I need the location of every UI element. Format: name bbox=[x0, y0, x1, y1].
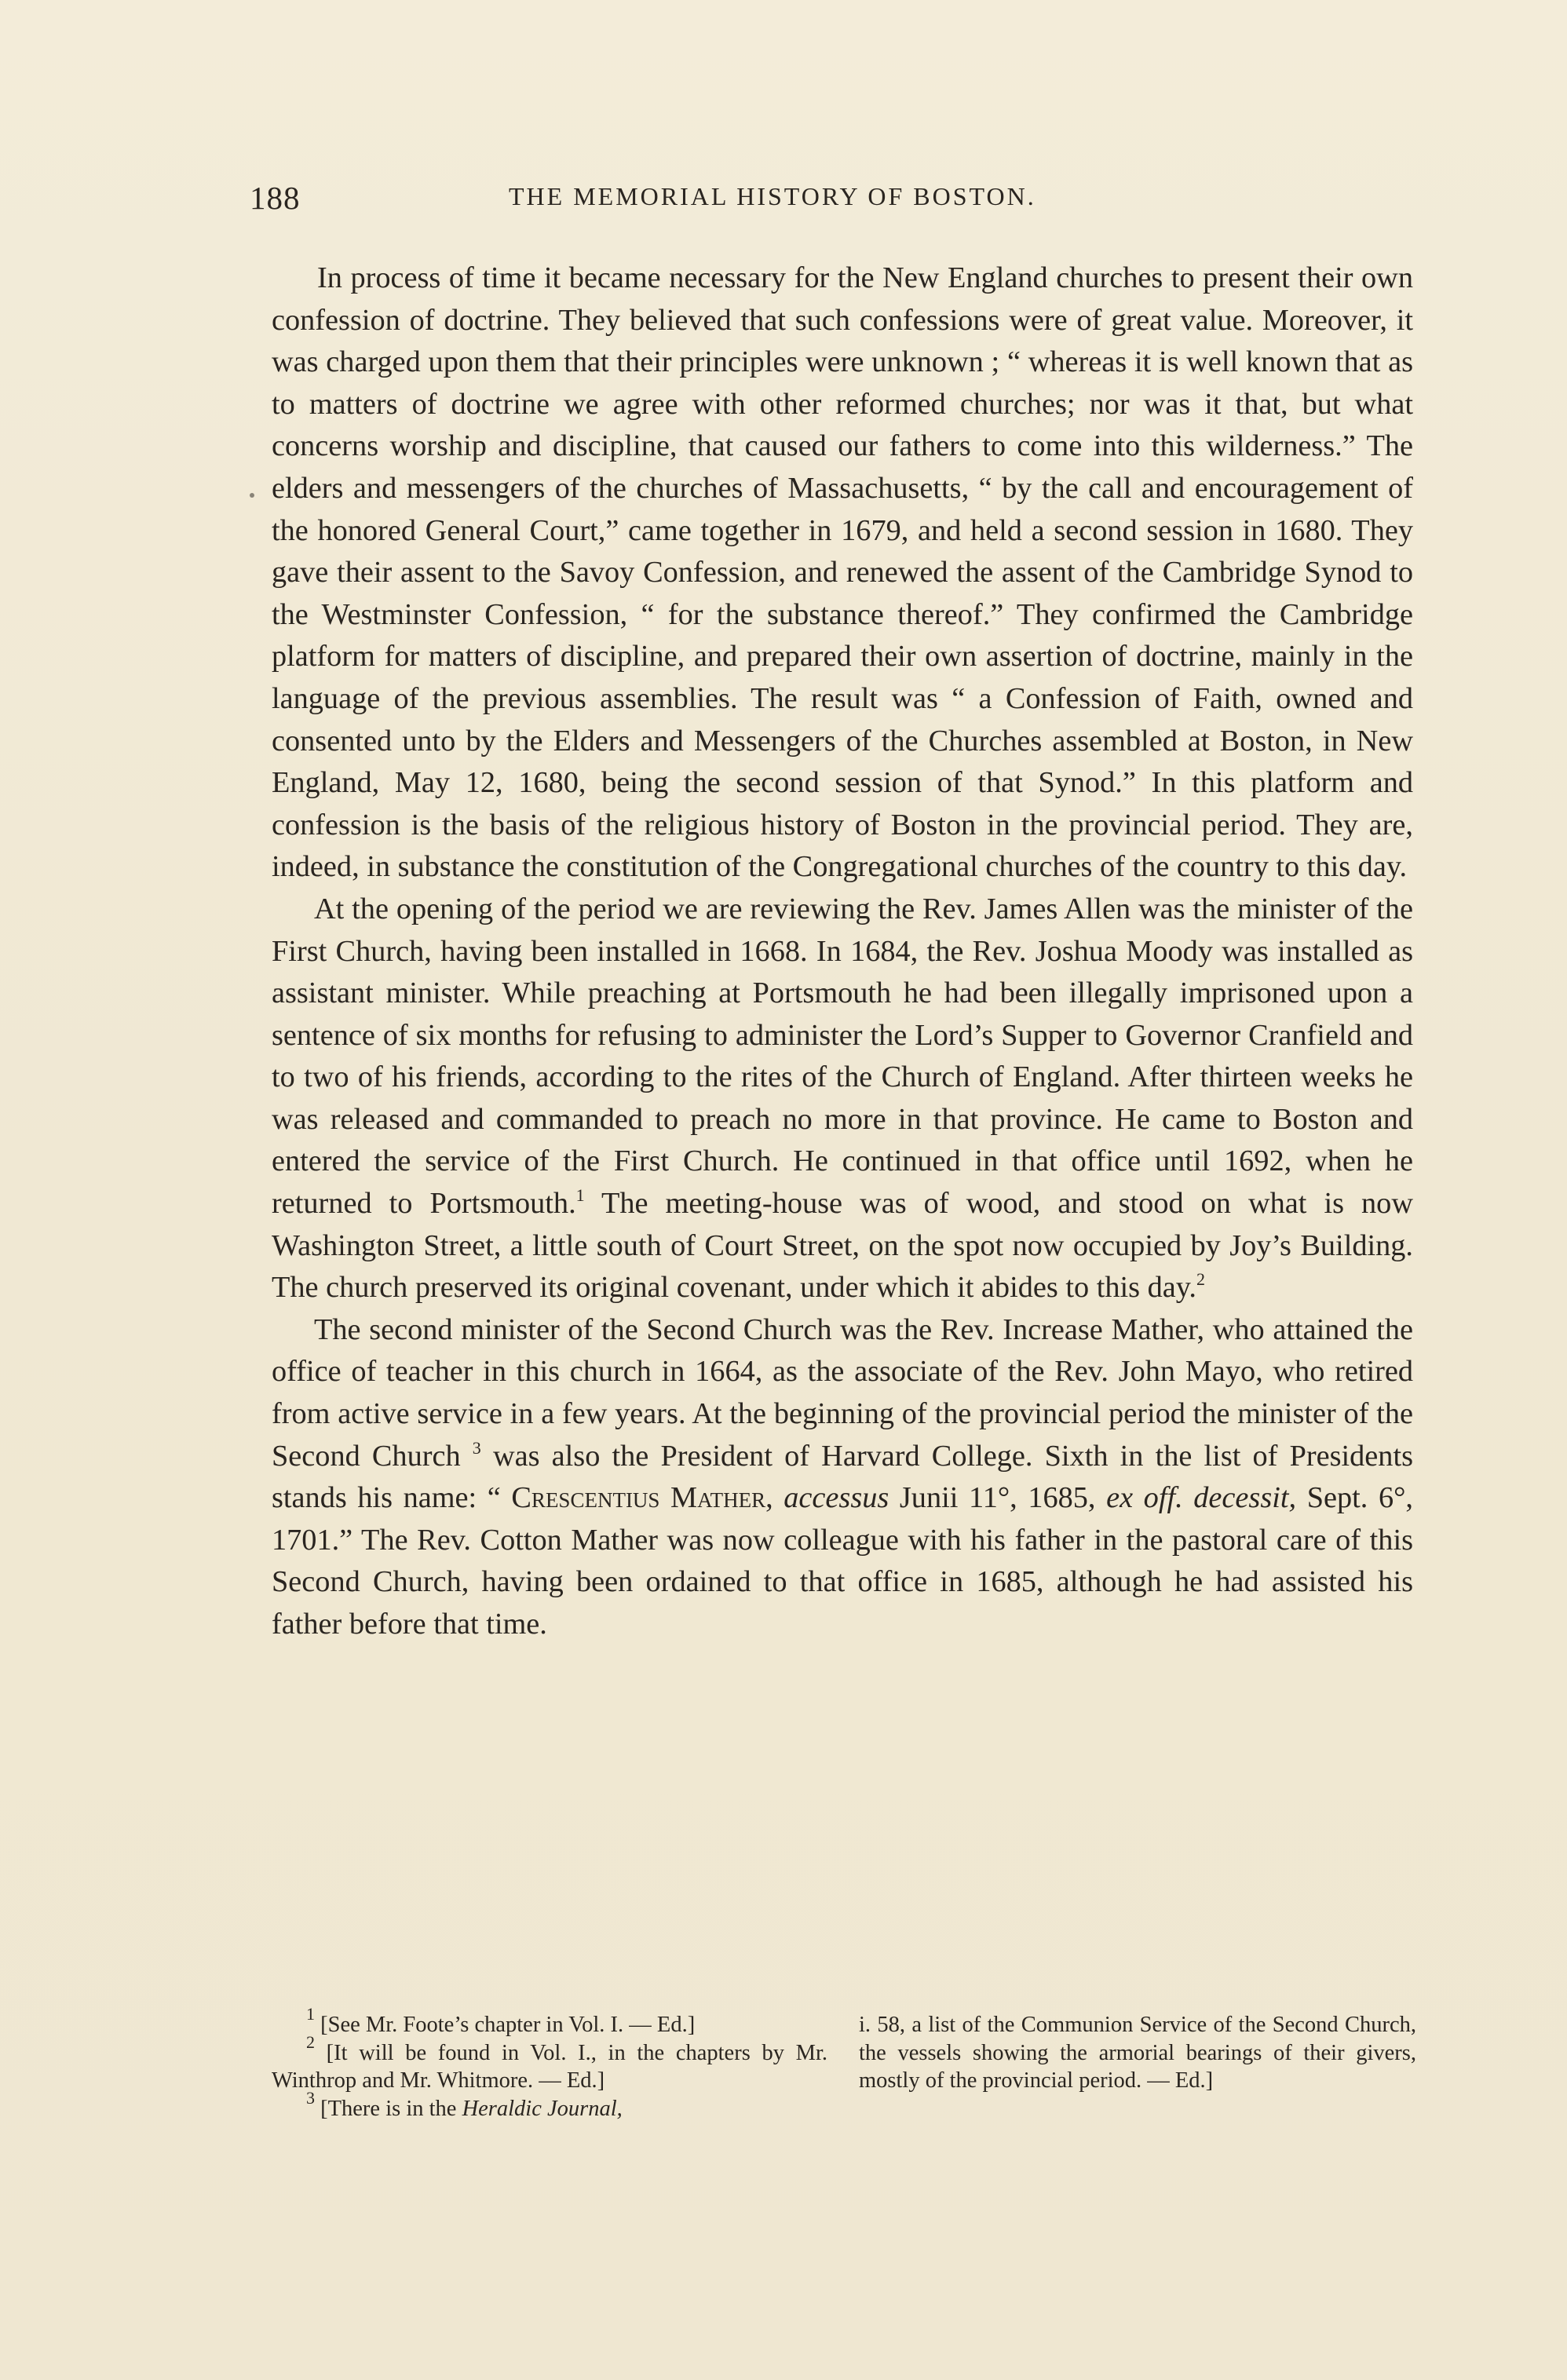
paragraph-confession: In process of time it became necessary for the New England churches to present their own confession of doctrine. They believed that such confessions were of great value. Moreover, it was charged upon them that their principles were unknown ; “ whereas it is well known that as to matters of doctrine we agree with other reformed churches; nor was it that, but what concerns worship and discipline, that caused our fathers to come into this wilderness.” The elders and messengers of the churches of Massachusetts, “ by the call and encouragement of the honored General Court,” came together in 1679, and held a second session in 1680. They gave their assent to the Savoy Confession, and renewed the assent of the Cambridge Synod to the Westminster Confession, “ for the substance thereof.” They confirmed the Cambridge platform for matters of discipline, and prepared their own assertion of doctrine, mainly in the language of the previous assemblies. The result was “ a Confession of Faith, owned and consented unto by the Elders and Messengers of the Churches assembled at Boston, in New England, May 12, 1680, being the second session of that Synod.” In this platform and confession is the basis of the religious history of Boston in the provincial period. They are, indeed, in substance the constitution of the Congregational churches of the country to this day. bbox=[272, 261, 1413, 884]
footnotes-left-column bbox=[272, 2004, 827, 2123]
running-title: THE MEMORIAL HISTORY OF BOSTON. bbox=[509, 182, 1036, 210]
footnote-2-number: 2 bbox=[306, 2031, 315, 2052]
footnote-3-number: 3 bbox=[306, 2087, 315, 2108]
footnote-1-number: 1 bbox=[306, 2004, 315, 2024]
paragraph-first-church bbox=[272, 889, 1413, 1309]
footnote-1 bbox=[272, 2004, 827, 2039]
footnotes-right-column bbox=[859, 2011, 1416, 2095]
accession-date: Junii 11°, 1685, bbox=[889, 1481, 1107, 1515]
latin-accessus: accessus bbox=[784, 1481, 889, 1515]
footnote-ref-1[interactable]: 1 bbox=[575, 1185, 585, 1206]
footnote-2-text: [It will be found in Vol. I., in the chapters by Mr. Winthrop and Mr. Whitmore. — Ed.] bbox=[272, 2040, 827, 2093]
paragraph-second-church-text: The second minister of the Second Church was the Rev. Increase Mather, who attained the office of teacher in this church in 1664, as the associate of the Rev. John Mayo, who retired from active service in a few years. At the beginning of the provincial period the minister of the Second Church bbox=[272, 1312, 1413, 1473]
footnote-2 bbox=[272, 2031, 827, 2095]
paragraph-first-church-text: At the opening of the period we are reviewing the Rev. James Allen was the minister of the First Church, having been installed in 1668. In 1684, the Rev. Joshua Moody was installed as assistant minister. While preaching at Portsmouth he had been illegally imprisoned upon a sentence of six months for refusing to administer the Lord’s Supper to Governor Cranfield and to two of his friends, according to the rites of the Church of England. After thirteen weeks he was released and commanded to preach no more in that province. He came to Boston and entered the service of the First Church. He continued in that office until 1692, when he returned to Portsmouth. bbox=[272, 892, 1413, 1221]
paragraph-second-church bbox=[272, 1309, 1413, 1646]
main-text bbox=[272, 257, 1413, 1646]
paragraph-second-church-text-cont: was also the President of Harvard College. Sixth in the list of Presidents stands his name: “ bbox=[272, 1439, 1413, 1515]
paragraph-first-church-text-cont: The meeting-house was of wood, and stood on what is now Washington Street, a little south of Court Street, on the spot now occupied by Joy’s Building. The church preserved its original covenant, under which it abides to this day. bbox=[272, 1187, 1413, 1305]
paragraph-second-church-end: Sept. 6°, 1701.” The Rev. Cotton Mather was now colleague with his father in the pastoral care of this Second Church, having been ordained to that office in 1685, although he had assisted his father before that time. bbox=[272, 1481, 1413, 1641]
footnote-ref-3[interactable]: 3 bbox=[472, 1437, 481, 1458]
footnote-1-text: [See Mr. Foote’s chapter in Vol. I. — Ed.] bbox=[315, 2013, 696, 2037]
page-number: 188 bbox=[250, 180, 301, 216]
footnote-3-continued: i. 58, a list of the Communion Service of the Second Church, the vessels showing the armorial bearings of their givers, mostly of the provincial period. — Ed.] bbox=[859, 2013, 1416, 2093]
footnote-3-text: [There is in the bbox=[315, 2096, 462, 2121]
space bbox=[773, 1481, 784, 1514]
page-header bbox=[250, 179, 1427, 218]
president-name: Crescentius Mather, bbox=[511, 1481, 773, 1515]
footnote-3-journal: Heraldic Journal, bbox=[462, 2096, 623, 2121]
footnote-ref-2[interactable]: 2 bbox=[1196, 1269, 1205, 1290]
latin-ex-off: ex off. decessit, bbox=[1106, 1481, 1297, 1515]
footnote-3 bbox=[272, 2087, 827, 2123]
margin-speck-icon bbox=[250, 493, 254, 498]
